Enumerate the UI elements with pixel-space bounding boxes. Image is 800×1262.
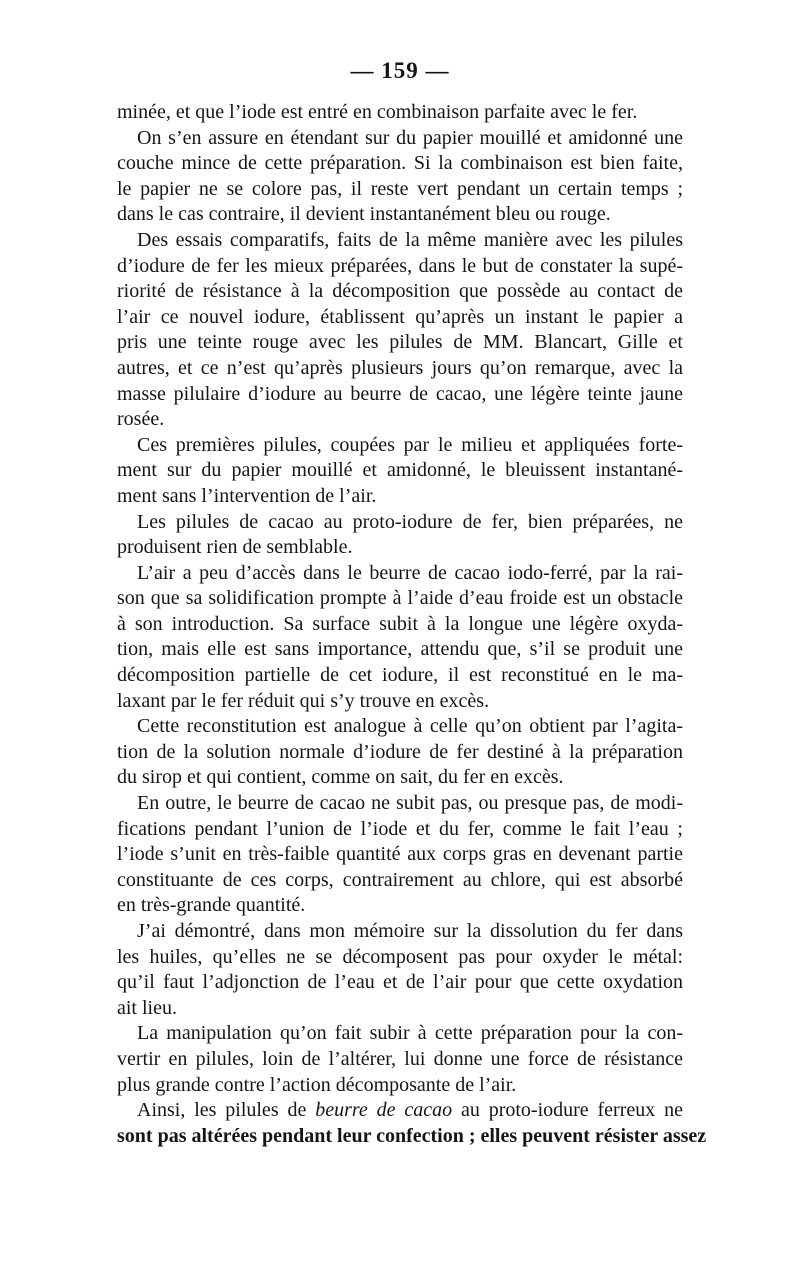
text-line: constituante de ces corps, contrairement au chlore, qui est absorbé: [117, 868, 683, 891]
text-line: La manipulation qu’on fait subir à cette préparation pour la con-: [137, 1022, 683, 1045]
text-line: produisent rien de semblable.: [117, 536, 353, 559]
paragraph: [117, 510, 683, 561]
text-line: sont pas altérées pendant leur confection ; elles peuvent résister assez: [117, 1124, 707, 1147]
paragraph: [117, 791, 683, 919]
text-line: On s’en assure en étendant sur du papier mouillé et amidonné une: [137, 126, 683, 149]
text-line: Les pilules de cacao au proto-iodure de fer, bien préparées, ne: [137, 510, 683, 533]
paragraph: [117, 100, 683, 126]
text-line: les huiles, qu’elles ne se décomposent pas pour oxyder le métal:: [117, 945, 683, 968]
text-line: Des essais comparatifs, faits de la même manière avec les pilules: [137, 228, 683, 251]
text-line: couche mince de cette préparation. Si la combinaison est bien faite,: [117, 152, 683, 175]
paragraph: [117, 1021, 683, 1098]
text-line: en très-grande quantité.: [117, 894, 306, 917]
text-line: laxant par le fer réduit qui s’y trouve en excès.: [117, 689, 490, 712]
paragraph: [117, 919, 683, 1021]
text-line: masse pilulaire d’iodure au beurre de cacao, une légère teinte jaune: [117, 382, 683, 405]
page-number: — 159 —: [350, 58, 450, 83]
text-line: le papier ne se colore pas, il reste vert pendant un certain temps ;: [117, 177, 683, 200]
text-line: du sirop et qui contient, comme on sait, du fer en excès.: [117, 766, 564, 789]
text-line: l’iode s’unit en très-faible quantité aux corps gras en devenant partie: [117, 843, 683, 866]
text-line: décomposition partielle de cet iodure, il est reconstitué en le ma-: [117, 664, 683, 687]
text-line: l’air ce nouvel iodure, établissent qu’après un instant le papier a: [117, 305, 683, 328]
text-line: son que sa solidification prompte à l’aide d’eau froide est un obstacle: [117, 587, 683, 610]
italic-text-segment: beurre de cacao: [315, 1099, 453, 1122]
paragraph: [117, 1098, 707, 1149]
text-segment: au proto-iodure ferreux ne: [452, 1099, 683, 1122]
text-line: En outre, le beurre de cacao ne subit pas, ou presque pas, de modi-: [137, 792, 683, 815]
text-line: dans le cas contraire, il devient instantanément bleu ou rouge.: [117, 203, 611, 226]
paragraph: [117, 228, 683, 433]
paragraph: [117, 126, 683, 228]
text-line: tion de la solution normale d’iodure de fer destiné à la préparation: [117, 740, 683, 763]
text-line: ait lieu.: [117, 996, 177, 1019]
paragraph: [117, 433, 683, 510]
text-line: riorité de résistance à la décomposition que possède au contact de: [117, 280, 683, 303]
text-line: L’air a peu d’accès dans le beurre de cacao iodo-ferré, par la rai-: [137, 561, 683, 584]
paragraph: [117, 561, 683, 715]
text-line: autres, et ce n’est qu’après plusieurs jours qu’on remarque, avec la: [117, 356, 683, 379]
text-line: ment sans l’intervention de l’air.: [117, 484, 377, 507]
text-line: minée, et que l’iode est entré en combinaison parfaite avec le fer.: [117, 101, 638, 123]
text-line: Cette reconstitution est analogue à celle qu’on obtient par l’agita-: [137, 715, 683, 738]
text-line: tion, mais elle est sans importance, attendu que, s’il se produit une: [117, 638, 683, 661]
text-line: vertir en pilules, loin de l’altérer, lui donne une force de résistance: [117, 1047, 683, 1070]
text-line: J’ai démontré, dans mon mémoire sur la dissolution du fer dans: [137, 920, 683, 942]
text-line: à son introduction. Sa surface subit à la longue une légère oxyda-: [117, 612, 683, 635]
text-segment: Ainsi, les pilules de: [137, 1099, 316, 1122]
paragraph: [117, 714, 683, 791]
text-line: qu’il faut l’adjonction de l’eau et de l’air pour que cette oxydation: [117, 971, 683, 994]
text-line: plus grande contre l’action décomposante de l’air.: [117, 1073, 517, 1096]
text-line: fications pendant l’union de l’iode et du fer, comme le fait l’eau ;: [117, 817, 683, 840]
text-line: d’iodure de fer les mieux préparées, dans le but de constater la supé-: [117, 254, 683, 277]
text-line: Ces premières pilules, coupées par le milieu et appliquées forte-: [137, 433, 683, 456]
text-line: rosée.: [117, 408, 165, 431]
text-line: [117, 1098, 683, 1124]
text-line: pris une teinte rouge avec les pilules de MM. Blancart, Gille et: [117, 331, 683, 354]
body-text: [117, 100, 707, 1149]
text-line: ment sur du papier mouillé et amidonné, le bleuissent instantané-: [117, 459, 683, 482]
book-page: [117, 58, 707, 1149]
